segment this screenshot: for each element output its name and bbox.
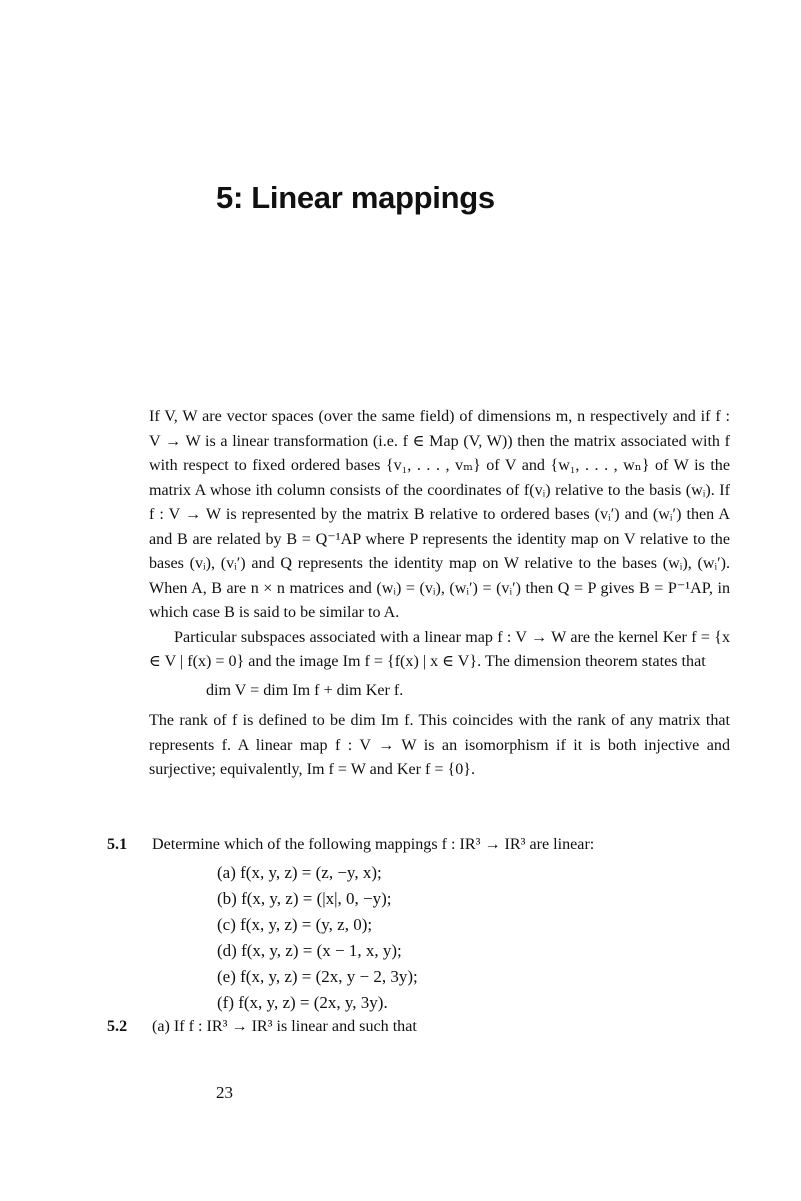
problem-part-e: (e) f(x, y, z) = (2x, y − 2, 3y);	[217, 967, 418, 986]
problem-part-a: (a) f(x, y, z) = (z, −y, x);	[217, 863, 382, 882]
problem-part-f: (f) f(x, y, z) = (2x, y, 3y).	[217, 993, 388, 1012]
problem-statement: Determine which of the following mappings f : IR³ → IR³ are linear:	[152, 836, 595, 853]
intro-paragraph-3: The rank of f is defined to be dim Im f. This coincides with the rank of any matrix that represents f. A linear map f : V → W is an isomorphism if it is both injective and surjective; equivalently, Im f = W and Ker f = {0}.	[149, 712, 730, 778]
intro-paragraph-1: If V, W are vector spaces (over the same field) of dimensions m, n respectively and if f : V → W is a linear transformation (i.e. f ∈ Map (V, W)) then the matrix associated with f with respect to fixed ordered bases {v₁, . . . , vₘ} of V and {w₁, . . . , wₙ} of W is the matrix A whose ith column consists of the coordinates of f(vᵢ) relative to the basis (wᵢ). If f : V → W is represented by the matrix B relative to ordered bases (vᵢ′) and (wᵢ′) then A and B are related by B = Q⁻¹AP where P represents the identity map on V relative to the bases (vᵢ), (vᵢ′) and Q represents the identity map on W relative to the bases (wᵢ), (wᵢ′). When A, B are n × n matrices and (wᵢ) = (vᵢ), (wᵢ′) = (vᵢ′) then Q = P gives B = P⁻¹AP, in which case B is said to be similar to A.	[149, 408, 730, 621]
problem-number: 5.1	[107, 836, 128, 853]
chapter-introduction	[149, 405, 730, 783]
problem-part-c: (c) f(x, y, z) = (y, z, 0);	[217, 915, 373, 934]
chapter-title: 5: Linear mappings	[216, 180, 495, 215]
dimension-theorem: dim V = dim Im f + dim Ker f.	[206, 681, 404, 699]
problem-part-d: (d) f(x, y, z) = (x − 1, x, y);	[217, 941, 402, 960]
problem-number: 5.2	[107, 1018, 128, 1035]
problem-parts	[217, 860, 418, 1016]
problem-part-b: (b) f(x, y, z) = (|x|, 0, −y);	[217, 889, 392, 908]
intro-paragraph-2: Particular subspaces associated with a linear map f : V → W are the kernel Ker f = {x ∈ V | f(x) = 0} and the image Im f = {f(x) | x ∈ V}. The dimension theorem states that	[149, 628, 730, 670]
page-number: 23	[216, 1083, 233, 1102]
problem-statement: (a) If f : IR³ → IR³ is linear and such that	[152, 1018, 417, 1035]
